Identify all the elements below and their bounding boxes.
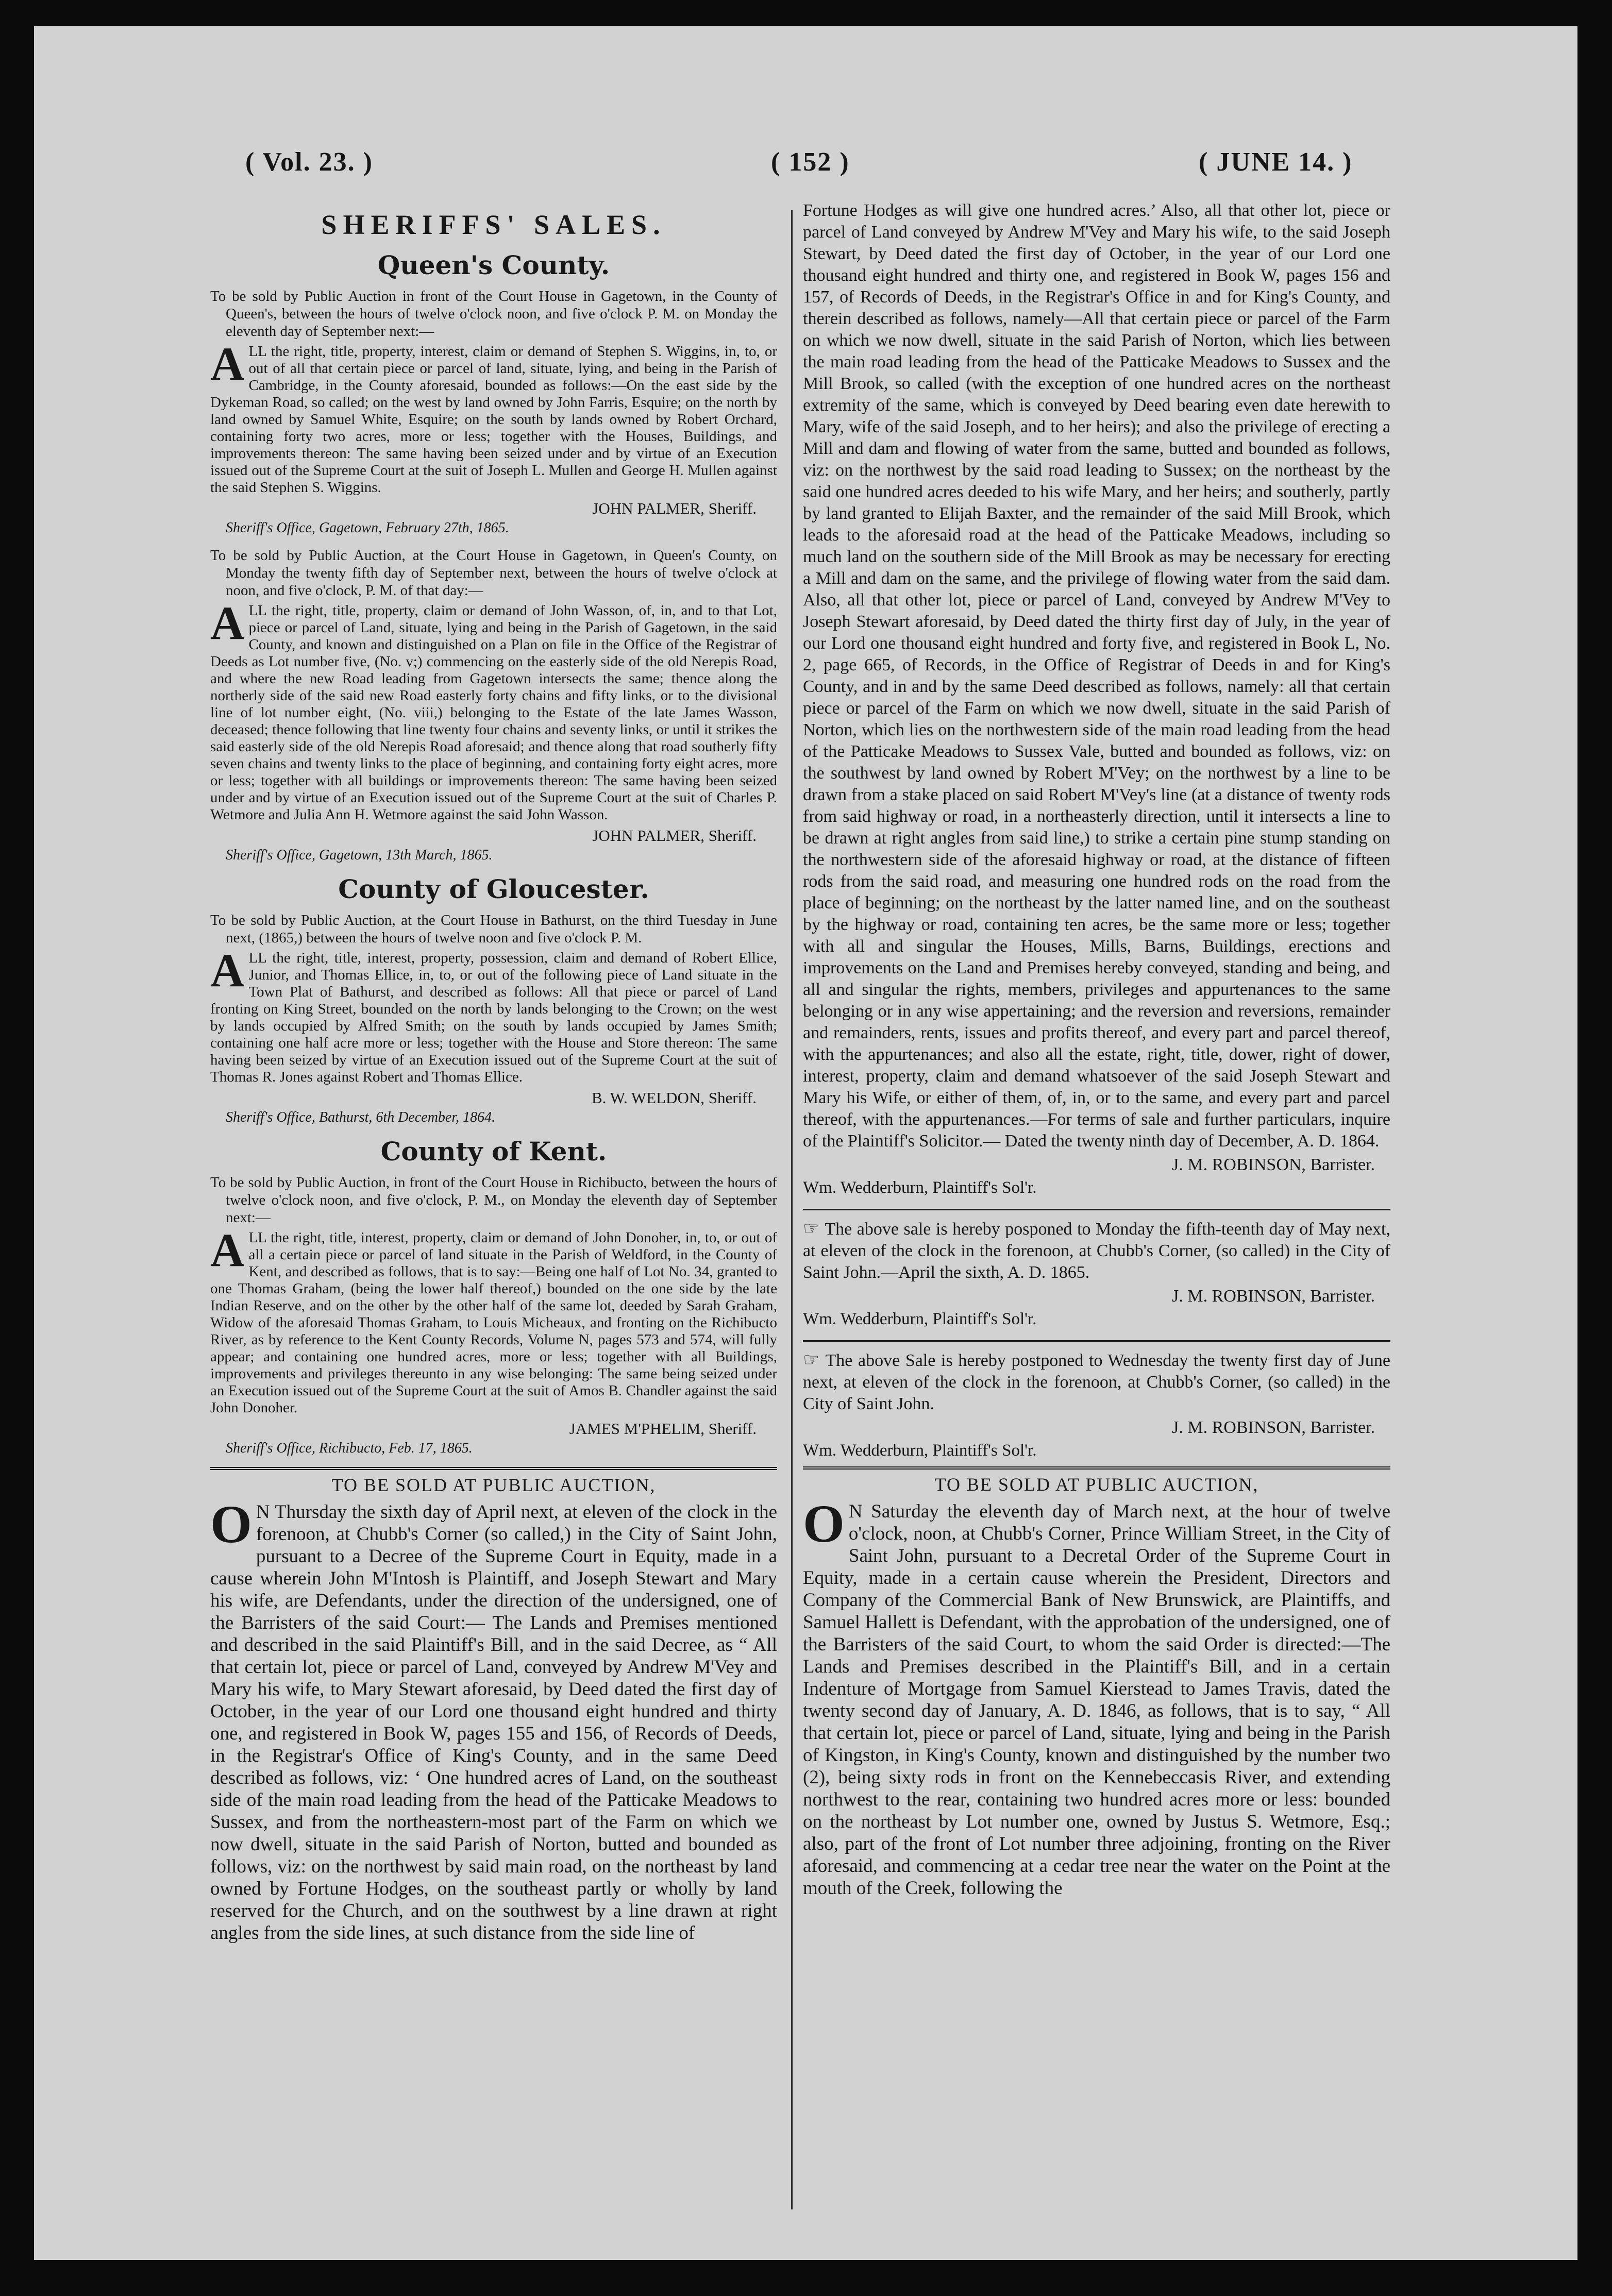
notice-intro: To be sold by Public Auction in front of the Court House in Gagetown, in the County of Queen's, between the hours of twelve o'clock noon, and five o'clock P. M. on Monday the eleventh day of September next:— (210, 288, 777, 340)
notice-intro: To be sold by Public Auction, at the Court House in Gagetown, in Queen's County, on Monday the twenty fifth day of September next, between the hours of twelve o'clock at noon, and five o'clock, P. M. of that day:— (210, 547, 777, 599)
drop-cap: A (210, 597, 245, 649)
barrister-signature: J. M. ROBINSON, Barrister. (1172, 1155, 1375, 1174)
section-divider (210, 1467, 777, 1470)
notice-divider (803, 1340, 1390, 1342)
notice-intro: To be sold by Public Auction, in front of the Court House in Richibucto, between the hours of twelve o'clock noon, and five o'clock, P. M., on Monday the eleventh day of September next:— (210, 1174, 777, 1226)
auction-body: O N Saturday the eleventh day of March next, at the hour of twelve o'clock, noon, at Chubb's Corner, Prince William Street, in the City of Saint John, pursuant to a Decretal Order of the Supreme Court in Equity, made in a certain cause wherein the President, Directors and Company of the Commercial Bank of New Brunswick, are Plaintiffs, and Samuel Hallett is Defendant, with the approbation of the undersigned, one of the Barristers of the said Court, to whom the said Order is directed:—The Lands and Premises described in the Plaintiff's Bill, and in a certain Indenture of Mortgage from Samuel Kierstead to James Travis, dated the twenty second day of January, A. D. 1846, as follows, that is to say, “ All that certain lot, piece or parcel of Land, situate, lying and being in the Parish of Kingston, in King's County, known and distinguished by the number two (2), being sixty rods in front on the Kennebeccasis River, and extending northwest to the rear, containing two hundred acres more or less: bounded on the northeast by Lot number one, owned by Justus S. Wetmore, Esq.; also, part of the front of Lot number three adjoining, fronting on the River aforesaid, and commencing at a cedar tree near the water on the Point at the mouth of the Creek, following the (803, 1494, 1390, 1899)
page-number: ( 152 ) (771, 147, 850, 177)
notice-intro: To be sold by Public Auction, at the Court House in Bathurst, on the third Tuesday in June next, (1865,) between the hours of twelve noon and five o'clock P. M. (210, 912, 777, 946)
sheriff-office-date: Sheriff's Office, Richibucto, Feb. 17, 1865. (226, 1440, 473, 1456)
pointing-hand-icon: ☞ (803, 1218, 825, 1239)
postponement-notice: ☞ The above sale is hereby posponed to Monday the fifth-teenth day of May next, at eleven of the clock in the forenoon, at Chubb's Corner, (so called) in the City of Saint John.—April the sixth, A. D. 1865. (803, 1218, 1390, 1282)
notice-divider (803, 1209, 1390, 1210)
volume-number: ( Vol. 23. ) (245, 147, 373, 177)
auction-heading: TO BE SOLD AT PUBLIC AUCTION, (934, 1474, 1259, 1495)
notice-body: ALL the right, title, interest, property, possession, claim and demand of Robert Ellice, Junior, and Thomas Ellice, in, to, or out of the following piece of Land situate in the Town Plat of Bathurst, and described as follows: All that piece or parcel of Land fronting on King Street, bounded on the north by lands belonging to the Crown; on the west by lands occupied by Alfred Smith; on the south by lands occupied by James Smith; containing one half acre more or less; together with the House and Store thereon: The same having been seized by virtue of an Execution issued out of the Supreme Court at the suit of Thomas R. Jones against Robert and Thomas Ellice. (210, 944, 777, 1085)
auction-body: O N Thursday the sixth day of April next, at eleven of the clock in the forenoon, at Chubb's Corner (so called,) in the City of Saint John, pursuant to a Decree of the Supreme Court in Equity, made in a cause wherein John M'Intosh is Plaintiff, and Joseph Stewart and Mary his wife, are Defendants, under the direction of the undersigned, one of the Barristers of the said Court:— The Lands and Premises mentioned and described in the said Plaintiff's Bill, and in the said Decree, as “ All that certain lot, piece or parcel of Land, conveyed by Andrew M'Vey and Mary his wife, to Mary Stewart aforesaid, by Deed dated the first day of October, in the year of our Lord one thousand eight hundred and thirty one, and registered in Book W, pages 155 and 156, of Records of Deeds, in the Registrar's Office of King's County, and in the same Deed described as follows, viz: ‘ One hundred acres of Land, on the southeast side of the main road leading from the head of the Patticake Meadows to Sussex, and from the northeastern-most part of the Farm on which we now dwell, situate in the said Parish of Norton, butted and bounded as follows, viz: on the northwest by said main road, on the northeast by land owned by Fortune Hodges, on the southeast partly or wholly by land reserved for the Church, and on the southwest by a line drawn at right angles from the side lines, at such distance from the side line of (210, 1495, 777, 1944)
solicitor-signature: Wm. Wedderburn, Plaintiff's Sol'r. (803, 1310, 1037, 1328)
pointing-hand-icon: ☞ (803, 1349, 826, 1370)
section-title: SHERIFFS' SALES. (321, 209, 666, 240)
drop-cap: A (210, 1224, 245, 1276)
sheriff-office-date: Sheriff's Office, Gagetown, 13th March, 1865. (226, 847, 493, 863)
sheriff-signature: JOHN PALMER, Sheriff. (592, 826, 757, 845)
sheriff-signature: JOHN PALMER, Sheriff. (592, 499, 757, 517)
sheriff-office-date: Sheriff's Office, Bathurst, 6th December, 1864. (226, 1109, 496, 1125)
left-column (210, 209, 777, 1944)
newspaper-page (34, 26, 1577, 2260)
county-heading-kent: County of Kent. (380, 1136, 607, 1167)
solicitor-signature: Wm. Wedderburn, Plaintiff's Sol'r. (803, 1178, 1037, 1197)
drop-cap: O (210, 1495, 252, 1554)
notice-body: ALL the right, title, interest, property, claim or demand of John Donoher, in, to, or out of all a certain piece or parcel of land situate in the Parish of Weldford, in the County of Kent, and described as follows, that is to say:—Being one half of Lot No. 34, granted to one Thomas Graham, (being the lower half thereof,) bounded on the one side by the late Indian Reserve, and on the other by the other half of the same lot, deeded by Sarah Graham, Widow of the aforesaid Thomas Graham, to Louis Micheaux, and fronting on the Richibucto River, as by reference to the Kent County Records, Volume N, pages 573 and 574, will fully appear; and containing one hundred acres, more or less; together with all Buildings, improvements and privileges thereunto in any wise belonging: The same being seized under an Execution issued out of the Supreme Court at the suit of Amos B. Chandler against the said John Donoher. (210, 1224, 777, 1416)
sheriff-office-date: Sheriff's Office, Gagetown, February 27th, 1865. (226, 520, 509, 536)
notice-body: ALL the right, title, property, claim or demand of John Wasson, of, in, and to that Lot, piece or parcel of Land, situate, lying and being in the Parish of Gagetown, in the said County, and known and distinguished on a Plan on file in the Office of the Registrar of Deeds as Lot number five, (No. v;) commencing on the easterly side of the old Nerepis Road, and where the new Road leading from Gagetown intersects the same; thence along the northerly side of the said new Road easterly forty chains and fifty links, or to the divisional line of lot number eight, (No. viii,) belonging to the Estate of the late James Wasson, deceased; thence following that line twenty four chains and seventy links, or until it strikes the said easterly side of the old Nerepis Road aforesaid; and thence along that road southerly fifty seven chains and twenty links to the place of beginning, and containing forty eight acres, more or less; together with all buildings or improvements thereon: The same having been seized under and by virtue of an Execution issued out of the Supreme Court at the suit of Charles P. Wetmore and Julia Ann H. Wetmore against the said John Wasson. (210, 597, 777, 823)
section-divider (803, 1466, 1390, 1470)
notice-body: ALL the right, title, property, interest, claim or demand of Stephen S. Wiggins, in, to, or out of all that certain piece or parcel of land, situate, lying, and being in the Parish of Cambridge, in the County aforesaid, bounded as follows:—On the east side by the Dykeman Road, so called; on the west by land owned by John Farris, Esquire; on the north by land owned by Samuel White, Esquire; on the south by lands owned by Robert Orchard, containing forty two acres, more or less; together with the Houses, Buildings, and improvements thereon: The same having been seized under and by virtue of an Execution issued out of the Supreme Court at the suit of Joseph L. Mullen and George H. Mullen against the said Stephen S. Wiggins. (210, 337, 777, 496)
barrister-signature: J. M. ROBINSON, Barrister. (1172, 1418, 1375, 1437)
county-heading-gloucester: County of Gloucester. (338, 874, 649, 904)
solicitor-signature: Wm. Wedderburn, Plaintiff's Sol'r. (803, 1441, 1037, 1460)
right-column (803, 200, 1390, 1899)
sheriff-signature: JAMES M'PHELIM, Sheriff. (569, 1420, 757, 1438)
continued-notice-body: Fortune Hodges as will give one hundred acres.’ Also, all that other lot, piece or parcel of Land conveyed by Andrew M'Vey and Mary his wife, to the said Joseph Stewart, by Deed dated the first day of October, in the year of our Lord one thousand eight hundred and thirty one, and registered in Book W, pages 156 and 157, of Records of Deeds, in the Registrar's Office in and for King's County, and therein described as follows, namely—All that certain piece or parcel of the Farm on which we now dwell, situate in the said Parish of Norton, which lies between the main road leading from the head of the Patticake Meadows to Sussex and the Mill Brook, so called (with the exception of one hundred acres on the northeast extremity of the same, which is conveyed by Deed bearing even date herewith to Mary, wife of the said Joseph, and to her heirs); and also the privilege of erecting a Mill and dam and flowing of water from the same, butted and bounded as follows, viz: on the northwest by the said road leading to Sussex; on the northeast by the said one hundred acres deeded to his wife Mary, and her heirs; and southerly, partly by land granted to Elijah Baxter, and the remainder of the said Mill Brook, which leads to the aforesaid road at the head of the Patticake Meadows, including so much land on the southern side of the Mill Brook as may be necessary for erecting a Mill and dam on the same, and the privilege of flowing water from the said dam. Also, all that other lot, piece or parcel of Land, conveyed by Andrew M'Vey to Joseph Stewart aforesaid, by Deed dated the thirty first day of July, in the year of our Lord one thousand eight hundred and forty five, and registered in Book L, No. 2, page 665, of Records, in the Office of Registrar of Deeds in and for King's County, and in and by the same Deed described as follows, namely: all that certain piece or parcel of the Farm on which we now dwell, situate in the said Parish of Norton, which lies on the northwestern side of the main road leading from the head of the Patticake Meadows to Sussex Vale, butted and bounded as follows, viz: on the southwest by land owned by Robert M'Vey; on the northwest by a line to be drawn from a stake placed on said Robert M'Vey's line (at a distance of twenty rods from said highway or road, in a northeasterly direction, until it intersects a line to be drawn at right angles from said line,) to strike a certain pine stump standing on the northwestern side of the aforesaid highway or road, at the distance of fifteen rods from the said road, and measuring one hundred rods on the road from the place of beginning; on the northeast by the latter named line, and on the southeast by the highway or road, containing ten acres, be the same more or less; together with all and singular the Houses, Mills, Barns, Buildings, erections and improvements on the Land and Premises hereby conveyed, standing and being, and all and singular the rights, members, privileges and appurtenances to the same belonging or in any wise appertaining; and the reversion and reversions, remainder and remainders, rents, issues and profits thereof, and every part and parcel thereof, with the appurtenances; and also all the estate, right, title, dower, right of dower, interest, property, claim and demand whatsoever of the said Joseph Stewart and Mary his Wife, or either of them, of, in, or to the same, and every part and parcel thereof, with the appurtenances.—For terms of sale and further particulars, inquire of the Plaintiff's Solicitor.— Dated the twenty ninth day of December, A. D. 1864. (803, 201, 1390, 1151)
sheriff-signature: B. W. WELDON, Sheriff. (591, 1089, 757, 1107)
barrister-signature: J. M. ROBINSON, Barrister. (1172, 1287, 1375, 1306)
drop-cap: O (803, 1494, 845, 1554)
issue-date: ( JUNE 14. ) (1199, 147, 1353, 177)
drop-cap: A (210, 944, 245, 997)
auction-heading: TO BE SOLD AT PUBLIC AUCTION, (331, 1475, 656, 1495)
postponement-notice: ☞ The above Sale is hereby postponed to Wednesday the twenty first day of June next, at eleven of the clock in the forenoon, at Chubb's Corner, (so called) in the City of Saint John. (803, 1349, 1390, 1413)
county-heading-queens: Queen's County. (377, 250, 610, 280)
column-divider (791, 210, 793, 2209)
drop-cap: A (210, 337, 245, 390)
